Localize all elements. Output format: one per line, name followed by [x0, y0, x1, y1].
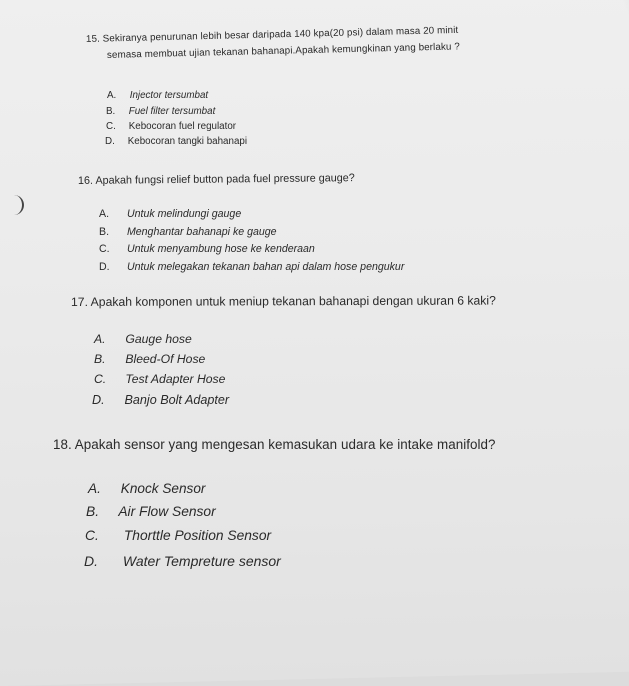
option-text: Water Tempreture sensor [122, 553, 281, 569]
option-text: Thorttle Position Sensor [123, 528, 272, 543]
question-16-option-c[interactable] [99, 243, 315, 255]
question-16-line-1: 16. Apakah fungsi relief button pada fuel pressure gauge? [77, 172, 355, 187]
question-16-option-d[interactable] [99, 261, 404, 273]
option-letter: A. [107, 90, 117, 101]
option-letter: C. [94, 372, 107, 386]
question-15-option-b[interactable] [106, 106, 215, 117]
option-letter: D. [84, 553, 98, 569]
option-text: Gauge hose [125, 332, 192, 346]
option-letter: B. [106, 106, 116, 117]
option-letter: C. [99, 243, 110, 255]
question-18-line-1: 18. Apakah sensor yang mengesan kemasukan udara ke intake manifold? [53, 437, 496, 452]
question-18-option-d[interactable] [84, 553, 281, 569]
option-letter: D. [99, 261, 110, 273]
question-15-line-1: 15. Sekiranya penurunan lebih besar daripada 140 kpa(20 psi) dalam masa 20 minit [85, 24, 459, 45]
option-text: Banjo Bolt Adapter [124, 393, 230, 407]
option-text: Fuel filter tersumbat [128, 106, 216, 117]
option-letter: B. [94, 352, 106, 366]
option-letter: A. [94, 332, 106, 346]
question-17-line-1: 17. Apakah komponen untuk meniup tekanan bahanapi dengan ukuran 6 kaki? [70, 293, 496, 309]
option-letter: A. [88, 481, 101, 496]
question-16-option-b[interactable] [99, 226, 277, 238]
option-letter: C. [85, 528, 99, 543]
question-18-option-b[interactable] [86, 504, 216, 519]
question-17-option-c[interactable] [94, 372, 225, 386]
option-letter: C. [106, 121, 116, 132]
question-18-option-a[interactable] [88, 481, 205, 496]
option-text: Untuk menyambung hose ke kenderaan [126, 243, 315, 255]
option-text: Kebocoran fuel regulator [128, 121, 237, 132]
option-text: Untuk melindungi gauge [126, 208, 242, 220]
question-17-option-a[interactable] [94, 332, 192, 346]
question-17-option-d[interactable] [92, 393, 229, 407]
option-letter: D. [105, 136, 115, 147]
option-letter: B. [86, 504, 100, 519]
option-letter: D. [92, 393, 105, 407]
option-text: Menghantar bahanapi ke gauge [126, 226, 277, 238]
question-18-option-c[interactable] [85, 528, 271, 543]
option-text: Knock Sensor [120, 481, 206, 496]
option-text: Bleed-Of Hose [125, 352, 206, 366]
question-17-option-b[interactable] [94, 352, 205, 366]
question-15-option-d[interactable] [105, 136, 247, 147]
option-letter: B. [99, 226, 110, 238]
option-letter: A. [99, 208, 110, 220]
question-15-line-2: semasa membuat ujian tekanan bahanapi.Apakah kemungkinan yang berlaku ? [106, 41, 460, 61]
option-text: Untuk melegakan tekanan bahan api dalam hose pengukur [126, 261, 405, 273]
page-corner-shadow [620, 0, 629, 62]
question-15-option-c[interactable] [106, 121, 236, 132]
question-15-option-a[interactable] [107, 90, 208, 101]
option-text: Kebocoran tangki bahanapi [127, 136, 248, 147]
option-text: Injector tersumbat [129, 90, 209, 101]
option-text: Test Adapter Hose [125, 372, 226, 386]
question-16-option-a[interactable] [99, 208, 241, 220]
option-text: Air Flow Sensor [118, 504, 216, 519]
